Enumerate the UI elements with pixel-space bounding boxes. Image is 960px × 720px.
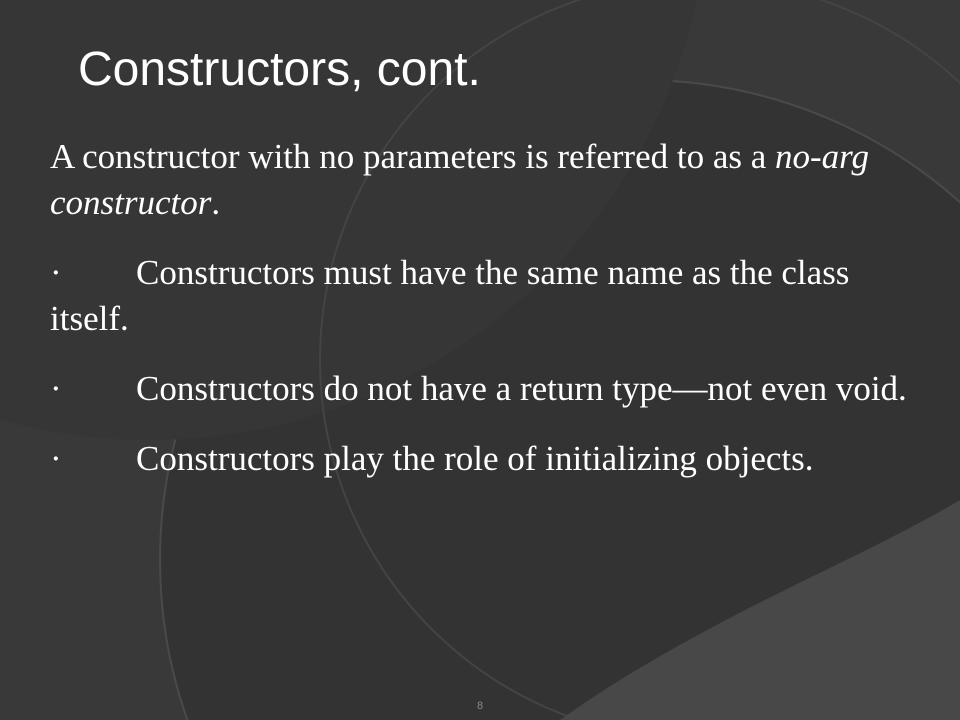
intro-end: . [211,183,221,222]
bullet-item [50,250,930,342]
intro-emphasis: no-arg constructor [50,137,870,222]
bullet-text: Constructors must have the same name as the class itself. [50,253,850,338]
bullet-item [50,436,930,482]
bullet-marker: · [50,439,62,478]
bullet-marker: · [50,253,62,292]
bullet-item [50,366,930,412]
intro-paragraph [50,134,930,226]
bullet-text: Constructors do not have a return type—not even void. [136,369,907,408]
slide-title: Constructors, cont. [78,43,481,96]
page-number: 8 [476,700,484,712]
bullet-marker: · [50,369,62,408]
slide-body [50,134,930,482]
bullet-text: Constructors play the role of initializing objects. [136,439,814,478]
intro-text: A constructor with no parameters is referred to as a [50,137,776,176]
